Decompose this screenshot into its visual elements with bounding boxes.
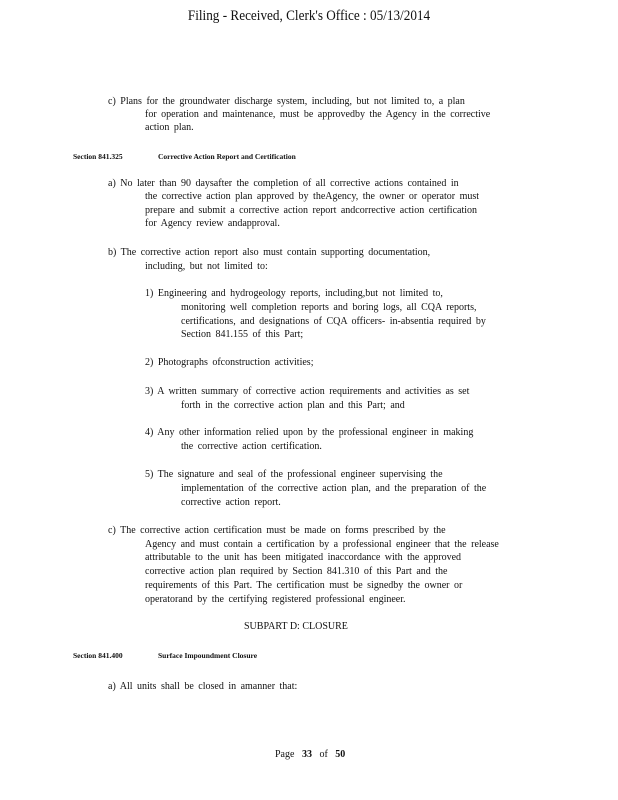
item-c-cert-line-1: c) The corrective action certification must be made on forms prescribed by the bbox=[108, 525, 446, 536]
sub-item-5-line-1: 5) The signature and seal of the professional engineer supervising the bbox=[145, 469, 443, 480]
sub-item-1-line-1: 1) Engineering and hydrogeology reports, including,but not limited to, bbox=[145, 288, 443, 299]
item-c-cert-line-6: operatorand by the certifying registered professional engineer. bbox=[145, 594, 406, 605]
sub-item-3-line-1: 3) A written summary of corrective action requirements and activities as set bbox=[145, 386, 470, 397]
sub-item-4-line-2: the corrective action certification. bbox=[181, 441, 322, 452]
sub-item-1-line-2: monitoring well completion reports and boring logs, all CQA reports, bbox=[181, 302, 477, 313]
sub-item-1-line-4: Section 841.155 of this Part; bbox=[181, 329, 304, 340]
of-label: of bbox=[319, 749, 328, 760]
subpart-heading: SUBPART D: CLOSURE bbox=[244, 621, 348, 632]
page-number: 33 bbox=[301, 749, 312, 760]
item-c-cert-line-4: corrective action plan required by Section 841.310 of this Part and the bbox=[145, 566, 448, 577]
item-c-plans-line-2: for operation and maintenance, must be approvedby the Agency in the corrective bbox=[145, 109, 491, 120]
item-a-line-4: for Agency review andapproval. bbox=[145, 218, 280, 229]
section-400-title: Surface Impoundment Closure bbox=[158, 651, 258, 660]
section-325-number: Section 841.325 bbox=[73, 152, 123, 161]
section-325-title: Corrective Action Report and Certification bbox=[158, 152, 296, 161]
page-footer bbox=[275, 749, 345, 760]
item-a-line-3: prepare and submit a corrective action report andcorrective action certification bbox=[145, 205, 478, 216]
sub-item-5-line-2: implementation of the corrective action plan, and the preparation of the bbox=[181, 483, 487, 494]
page-label: Page bbox=[275, 749, 295, 760]
item-c-cert-line-5: requirements of this Part. The certification must be signedby the owner or bbox=[145, 580, 463, 591]
item-a-line-2: the corrective action plan approved by theAgency, the owner or operator must bbox=[145, 191, 480, 202]
page-total: 50 bbox=[335, 749, 346, 760]
item-b-line-2: including, but not limited to: bbox=[145, 261, 268, 272]
item-b-line-1: b) The corrective action report also must contain supporting documentation, bbox=[108, 247, 431, 258]
item-c-cert-line-2: Agency and must contain a certification by a professional engineer that the release bbox=[145, 539, 499, 550]
item-a-closure-line-1: a) All units shall be closed in amanner that: bbox=[108, 681, 298, 692]
item-c-plans-line-1: c) Plans for the groundwater discharge system, including, but not limited to, a plan bbox=[108, 96, 465, 107]
sub-item-2-line-1: 2) Photographs ofconstruction activities; bbox=[145, 357, 314, 368]
sub-item-1-line-3: certifications, and designations of CQA officers- in-absentia required by bbox=[181, 316, 486, 327]
item-c-plans-line-3: action plan. bbox=[145, 122, 194, 133]
item-c-cert-line-3: attributable to the unit has been mitigated inaccordance with the approved bbox=[145, 552, 462, 563]
sub-item-4-line-1: 4) Any other information relied upon by the professional engineer in making bbox=[145, 427, 474, 438]
sub-item-5-line-3: corrective action report. bbox=[181, 497, 281, 508]
section-400-number: Section 841.400 bbox=[73, 651, 123, 660]
sub-item-3-line-2: forth in the corrective action plan and this Part; and bbox=[181, 400, 405, 411]
page-header: Filing - Received, Clerk's Office : 05/13/2014 bbox=[187, 8, 431, 24]
item-a-line-1: a) No later than 90 daysafter the completion of all corrective actions contained in bbox=[108, 178, 459, 189]
